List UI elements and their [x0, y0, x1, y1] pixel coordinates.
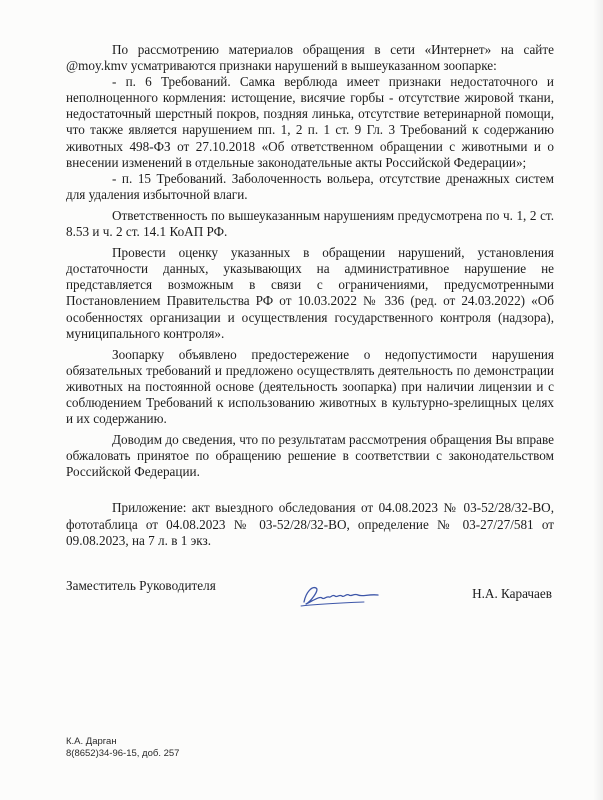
executor-info — [66, 736, 179, 760]
paragraph-violation-item-6: - п. 6 Требований. Самка верблюда имеет признаки недостаточного и неполноценного кормления: истощение, висячие горбы - отсутствие жировой ткани, недостаточный шерстный покров, поздняя линька, отсутствие ветеринарной помощи, что также является нарушением пп. 1, 2 п. 1 ст. 9 Гл. 3 Требований к содержанию животных 498-ФЗ от 27.10.2018 «Об ответственном обращении с животными и о внесении изменений в отдельные законодательные акты Российской Федерации»; — [66, 74, 554, 170]
paragraph-appeal: Доводим до сведения, что по результатам рассмотрения обращения Вы вправе обжаловать принятое по обращению решение в соответствии с законодательством Российской Федерации. — [66, 432, 554, 480]
letter-body — [66, 42, 554, 549]
signature-block — [66, 578, 554, 608]
handwritten-signature — [298, 582, 384, 610]
page-edge-shadow — [593, 0, 603, 800]
paragraph-liability: Ответственность по вышеуказанным нарушениям предусмотрена по ч. 1, 2 ст. 8.53 и ч. 2 ст. 14.1 КоАП РФ. — [66, 207, 554, 240]
paragraph-warning: Зоопарку объявлено предостережение о недопустимости нарушения обязательных требований и предложено осуществлять деятельность по демонстрации животных на постоянной основе (деятельность зоопарка) при наличии лицензии и с соблюдением Требований к использованию животных в культурно-зрелищных целях и их содержанию. — [66, 346, 554, 427]
paragraph-violation-item-15: - п. 15 Требований. Заболоченность вольера, отсутствие дренажных систем для удаления избыточной влаги. — [66, 170, 554, 202]
executor-name: К.А. Дарган — [66, 736, 117, 747]
paragraph-attachment: Приложение: акт выездного обследования от 04.08.2023 № 03-52/28/32-ВО, фототаблица от 04.08.2023 № 03-52/28/32-ВО, определение № 03-27/27/581 от 09.08.2023, на 7 л. в 1 экз. — [66, 500, 554, 548]
paragraph-intro: По рассмотрению материалов обращения в сети «Интернет» на сайте @moy.kmv усматриваются признаки нарушений в вышеуказанном зоопарке: — [66, 42, 554, 74]
executor-phone: 8(8652)34-96-15, доб. 257 — [66, 748, 180, 759]
signatory-position: Заместитель Руководителя — [66, 578, 216, 593]
paragraph-assessment: Провести оценку указанных в обращении нарушений, установления достаточности данных, указывающих на административное нарушение не представляется возможным в связи с ограничениями, предусмотренными Постановлением Правительства РФ от 10.03.2022 № 336 (ред. от 24.03.2022) «Об особенностях организации и осуществления государственного контроля (надзора), муниципального контроля». — [66, 245, 554, 341]
signatory-name: Н.А. Карачаев — [472, 586, 552, 601]
